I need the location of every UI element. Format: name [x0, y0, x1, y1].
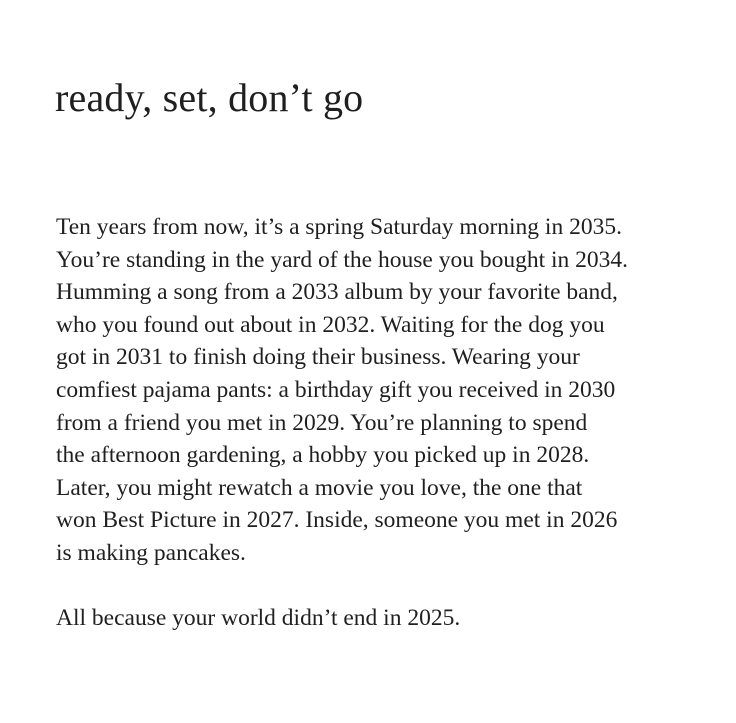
text-line: comfiest pajama pants: a birthday gift you received in 2030	[56, 376, 616, 403]
text-line: is making pancakes.	[56, 539, 246, 566]
text-line: Later, you might rewatch a movie you love, the one that	[56, 474, 583, 501]
body-text	[56, 211, 716, 635]
text-line: Ten years from now, it’s a spring Saturday morning in 2035.	[56, 214, 622, 240]
text-line: the afternoon gardening, a hobby you picked up in 2028.	[56, 442, 590, 469]
page-title: ready, set, don’t go	[55, 75, 364, 120]
text-line: Humming a song from a 2033 album by your favorite band,	[56, 279, 618, 306]
paragraph-1	[56, 211, 716, 570]
text-line: who you found out about in 2032. Waiting for the dog you	[56, 311, 605, 338]
text-line: All because your world didn’t end in 2025.	[56, 605, 461, 632]
paragraph-2	[56, 602, 716, 635]
paragraph-gap	[56, 570, 716, 603]
text-line: You’re standing in the yard of the house you bought in 2034.	[56, 246, 628, 273]
text-line: won Best Picture in 2027. Inside, someone you met in 2026	[56, 507, 618, 534]
text-line: from a friend you met in 2029. You’re planning to spend	[56, 409, 588, 436]
text-line: got in 2031 to finish doing their business. Wearing your	[56, 344, 580, 371]
